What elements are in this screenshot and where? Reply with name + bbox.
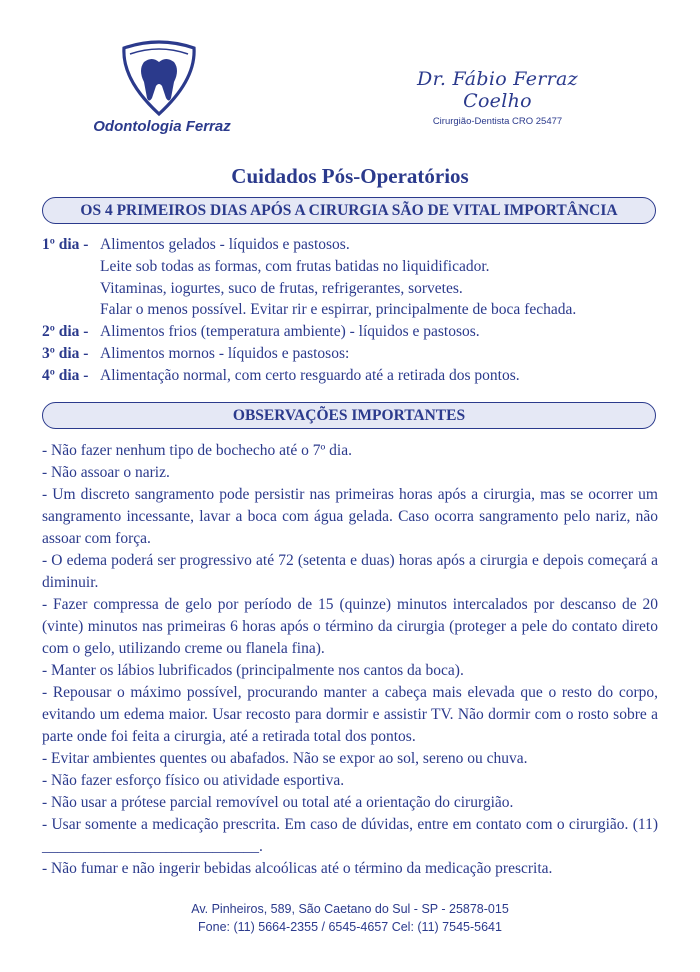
observation-item: - Não usar a prótese parcial removível ou total até a orientação do cirurgião. bbox=[42, 794, 514, 811]
day-item bbox=[42, 365, 662, 387]
day-line: Alimentação normal, com certo resguardo até a retirada dos pontos. bbox=[100, 366, 520, 384]
day-item bbox=[42, 234, 662, 321]
doctor-credential: Cirurgião-Dentista CRO 25477 bbox=[432, 116, 563, 127]
day-line: Vitaminas, iogurtes, suco de frutas, refrigerantes, sorvetes. bbox=[100, 279, 463, 297]
tooth-shield-icon bbox=[114, 40, 204, 118]
day-line: Alimentos gelados - líquidos e pastosos. bbox=[100, 236, 350, 253]
doctor-block bbox=[390, 68, 605, 127]
day-item bbox=[42, 343, 662, 365]
day-label: 4º dia - bbox=[42, 366, 89, 384]
brand-name: Odontologia Ferraz bbox=[93, 118, 231, 135]
observation-item: - Evitar ambientes quentes ou abafados. Não se expor ao sol, sereno ou chuva. bbox=[42, 750, 528, 767]
day-label: 3º dia - bbox=[42, 344, 89, 362]
observation-item: - Não fazer nenhum tipo de bochecho até o 7º dia. bbox=[42, 442, 352, 459]
day-item bbox=[42, 321, 662, 343]
day-label: 2º dia - bbox=[42, 323, 89, 341]
footer-contact bbox=[0, 900, 700, 936]
observations-list bbox=[42, 440, 658, 880]
day-line: Alimentos mornos - líquidos e pastosos: bbox=[100, 344, 350, 362]
day-line: Leite sob todas as formas, com frutas batidas no liquidificador. bbox=[100, 257, 490, 275]
days-list bbox=[42, 234, 662, 387]
section-banner-first-days: OS 4 PRIMEIROS DIAS APÓS A CIRURGIA SÃO DE VITAL IMPORTÂNCIA bbox=[42, 197, 656, 224]
observation-item: - Usar somente a medicação prescrita. Em caso de dúvidas, entre em contato com o cirurgião. (11) ____________________________. bbox=[42, 816, 658, 855]
day-label: 1º dia - bbox=[42, 236, 89, 253]
footer-address: Av. Pinheiros, 589, São Caetano do Sul - SP - 25878-015 bbox=[191, 902, 509, 916]
section-banner-observations: OBSERVAÇÕES IMPORTANTES bbox=[42, 402, 656, 429]
doctor-name: Dr. Fábio Ferraz Coelho bbox=[417, 68, 578, 112]
observation-item: - Fazer compressa de gelo por período de 15 (quinze) minutos intercalados por descanso de 20 (vinte) minutos nas primeiras 6 horas após o término da cirurgia (proteger a pele do contato direto com o gelo, utilizando creme ou flanela fina). bbox=[42, 596, 658, 657]
observation-item: - Não fazer esforço físico ou atividade esportiva. bbox=[42, 772, 345, 789]
observation-item: - Não assoar o nariz. bbox=[42, 464, 170, 481]
clinic-logo bbox=[92, 40, 231, 140]
observation-item: - Um discreto sangramento pode persistir nas primeiras horas após a cirurgia, mas se ocorrer um sangramento incessante, lavar a boca com água gelada. Caso ocorra sangramento pelo nariz, não assoar com força. bbox=[42, 486, 658, 547]
observation-item: - Manter os lábios lubrificados (principalmente nos cantos da boca). bbox=[42, 662, 464, 679]
observation-item: - O edema poderá ser progressivo até 72 (setenta e duas) horas após a cirurgia e depois começará a diminuir. bbox=[42, 552, 658, 591]
observation-item: - Repousar o máximo possível, procurando manter a cabeça mais elevada que o resto do corpo, evitando um edema maior. Usar recosto para dormir e assistir TV. Não dormir com o rosto sobre a parte onde foi feita a cirurgia, até a retirada total dos pontos. bbox=[42, 684, 658, 745]
footer-phones: Fone: (11) 5664-2355 / 6545-4657 Cel: (11) 7545-5641 bbox=[198, 920, 502, 934]
day-line: Falar o menos possível. Evitar rir e espirrar, principalmente de boca fechada. bbox=[100, 301, 577, 319]
day-line: Alimentos frios (temperatura ambiente) - líquidos e pastosos. bbox=[100, 323, 480, 341]
observation-item: - Não fumar e não ingerir bebidas alcoólicas até o término da medicação prescrita. bbox=[42, 860, 553, 877]
page-title: Cuidados Pós-Operatórios bbox=[231, 164, 469, 188]
